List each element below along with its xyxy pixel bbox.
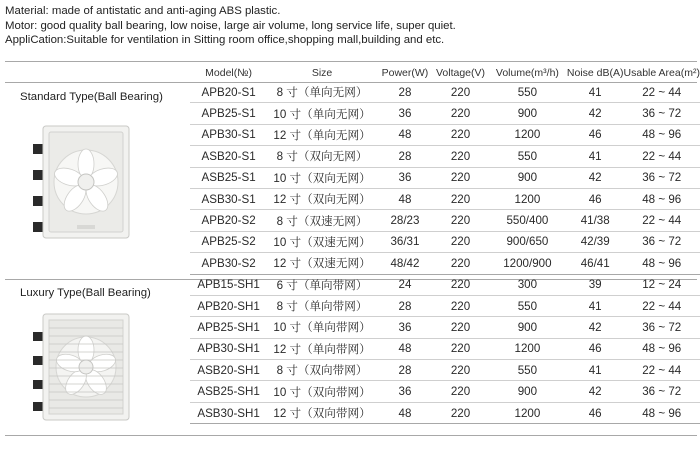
luxury-type-label: Luxury Type(Ball Bearing) [20,287,151,299]
cell-voltage: 220 [433,82,488,103]
cell-usable-area: 48 ~ 96 [624,188,700,209]
cell-volume: 900 [488,103,567,124]
cell-power: 48 [377,124,433,145]
cell-usable-area: 36 ~ 72 [624,103,700,124]
header-power: Power(W) [381,66,429,79]
table-row [190,103,700,124]
header-row [190,63,700,82]
cell-voltage: 220 [433,103,488,124]
header-voltage: Voltage(V) [435,66,485,79]
cell-volume: 1200 [488,338,567,359]
cell-noise: 46 [567,124,624,145]
cell-model: ASB20-SH1 [190,360,267,381]
cell-volume: 300 [488,274,567,295]
cell-power: 36 [377,381,433,402]
spec-table [190,63,700,424]
table-row [190,295,700,316]
cell-model: APB30-S2 [190,253,267,274]
cell-voltage: 220 [433,253,488,274]
cell-model: APB30-S1 [190,124,267,145]
cell-model: APB20-S1 [190,82,267,103]
cell-volume: 900/650 [488,231,567,252]
cell-size: 8 寸（双向无网） [267,146,377,167]
cell-model: ASB30-SH1 [190,402,267,423]
cell-voltage: 220 [433,402,488,423]
cell-volume: 1200 [488,124,567,145]
cell-voltage: 220 [433,295,488,316]
cell-model: APB25-S1 [190,103,267,124]
table-row [190,167,700,188]
cell-voltage: 220 [433,210,488,231]
cell-power: 24 [377,274,433,295]
cell-size: 8 寸（单向无网） [267,82,377,103]
cell-volume: 550/400 [488,210,567,231]
cell-power: 48 [377,188,433,209]
cell-size: 6 寸（单向带网） [267,274,377,295]
cell-size: 8 寸（双向带网） [267,360,377,381]
cell-model: ASB25-SH1 [190,381,267,402]
cell-noise: 42 [567,167,624,188]
header-usable-area: Usable Area(m²) [623,66,700,79]
cell-usable-area: 22 ~ 44 [624,360,700,381]
intro-application: AppliCation:Suitable for ventilation in Sitting room office,shopping mall,building and etc. [5,34,445,47]
cell-size: 12 寸（单向带网） [267,338,377,359]
cell-model: ASB20-S1 [190,146,267,167]
cell-noise: 46/41 [567,253,624,274]
cell-size: 10 寸（双向带网） [267,381,377,402]
cell-model: ASB30-S1 [190,188,267,209]
cell-power: 48 [377,338,433,359]
table-row [190,188,700,209]
cell-size: 10 寸（双向无网） [267,167,377,188]
cell-volume: 900 [488,381,567,402]
cell-voltage: 220 [433,274,488,295]
header-volume: Volume(m³/h) [495,66,559,79]
cell-noise: 41 [567,146,624,167]
cell-usable-area: 36 ~ 72 [624,231,700,252]
cell-usable-area: 22 ~ 44 [624,210,700,231]
table-row [190,253,700,274]
cell-size: 12 寸（双速无网） [267,253,377,274]
bottom-divider [5,435,697,436]
cell-noise: 41/38 [567,210,624,231]
cell-power: 36/31 [377,231,433,252]
cell-model: APB30-SH1 [190,338,267,359]
cell-volume: 900 [488,317,567,338]
intro-motor: Motor: good quality ball bearing, low noise, large air volume, long service life, super quiet. [5,19,456,32]
standard-type-label: Standard Type(Ball Bearing) [20,91,163,103]
table-row [190,274,700,295]
cell-power: 28 [377,295,433,316]
header-size: Size [311,66,333,79]
top-divider [5,61,697,62]
cell-voltage: 220 [433,146,488,167]
cell-power: 36 [377,317,433,338]
cell-usable-area: 36 ~ 72 [624,381,700,402]
cell-model: APB20-SH1 [190,295,267,316]
cell-volume: 550 [488,295,567,316]
cell-size: 10 寸（单向无网） [267,103,377,124]
cell-power: 28 [377,146,433,167]
cell-noise: 42 [567,103,624,124]
cell-model: APB15-SH1 [190,274,267,295]
intro-material: Material: made of antistatic and anti-aging ABS plastic. [5,5,281,17]
table-row [190,338,700,359]
cell-model: APB25-S2 [190,231,267,252]
cell-volume: 900 [488,167,567,188]
cell-usable-area: 22 ~ 44 [624,146,700,167]
cell-volume: 550 [488,146,567,167]
cell-usable-area: 36 ~ 72 [624,317,700,338]
cell-power: 48/42 [377,253,433,274]
table-row [190,82,700,103]
table-row [190,210,700,231]
cell-usable-area: 48 ~ 96 [624,124,700,145]
cell-usable-area: 48 ~ 96 [624,253,700,274]
cell-noise: 46 [567,188,624,209]
cell-usable-area: 48 ~ 96 [624,338,700,359]
luxury-fan-image [33,312,133,424]
table-row [190,231,700,252]
cell-volume: 1200 [488,402,567,423]
cell-size: 8 寸（双速无网） [267,210,377,231]
cell-voltage: 220 [433,338,488,359]
cell-size: 12 寸（双向带网） [267,402,377,423]
cell-noise: 41 [567,295,624,316]
cell-size: 12 寸（双向无网） [267,188,377,209]
cell-voltage: 220 [433,167,488,188]
standard-fan-image [33,122,133,242]
cell-power: 28 [377,360,433,381]
cell-volume: 550 [488,360,567,381]
cell-volume: 1200/900 [488,253,567,274]
cell-power: 36 [377,167,433,188]
cell-power: 48 [377,402,433,423]
cell-noise: 42 [567,381,624,402]
table-row [190,381,700,402]
cell-noise: 42/39 [567,231,624,252]
cell-noise: 39 [567,274,624,295]
cell-noise: 46 [567,338,624,359]
intro-text [5,4,456,48]
cell-noise: 41 [567,82,624,103]
header-model: Model(№) [205,66,253,79]
cell-size: 10 寸（双速无网） [267,231,377,252]
cell-noise: 46 [567,402,624,423]
cell-usable-area: 12 ~ 24 [624,274,700,295]
cell-voltage: 220 [433,231,488,252]
cell-usable-area: 48 ~ 96 [624,402,700,423]
cell-size: 8 寸（单向带网） [267,295,377,316]
cell-voltage: 220 [433,188,488,209]
cell-noise: 42 [567,317,624,338]
table-row [190,317,700,338]
cell-voltage: 220 [433,317,488,338]
table-row [190,402,700,423]
table-row [190,146,700,167]
cell-model: APB20-S2 [190,210,267,231]
cell-model: ASB25-S1 [190,167,267,188]
cell-power: 28/23 [377,210,433,231]
cell-voltage: 220 [433,360,488,381]
cell-volume: 1200 [488,188,567,209]
cell-usable-area: 36 ~ 72 [624,167,700,188]
cell-usable-area: 22 ~ 44 [624,295,700,316]
cell-power: 36 [377,103,433,124]
cell-volume: 550 [488,82,567,103]
table-row [190,360,700,381]
cell-power: 28 [377,82,433,103]
header-noise: Noise dB(A) [566,66,624,79]
cell-noise: 41 [567,360,624,381]
cell-size: 12 寸（单向无网） [267,124,377,145]
cell-size: 10 寸（单向带网） [267,317,377,338]
table-row [190,124,700,145]
cell-usable-area: 22 ~ 44 [624,82,700,103]
cell-voltage: 220 [433,124,488,145]
cell-model: APB25-SH1 [190,317,267,338]
cell-voltage: 220 [433,381,488,402]
